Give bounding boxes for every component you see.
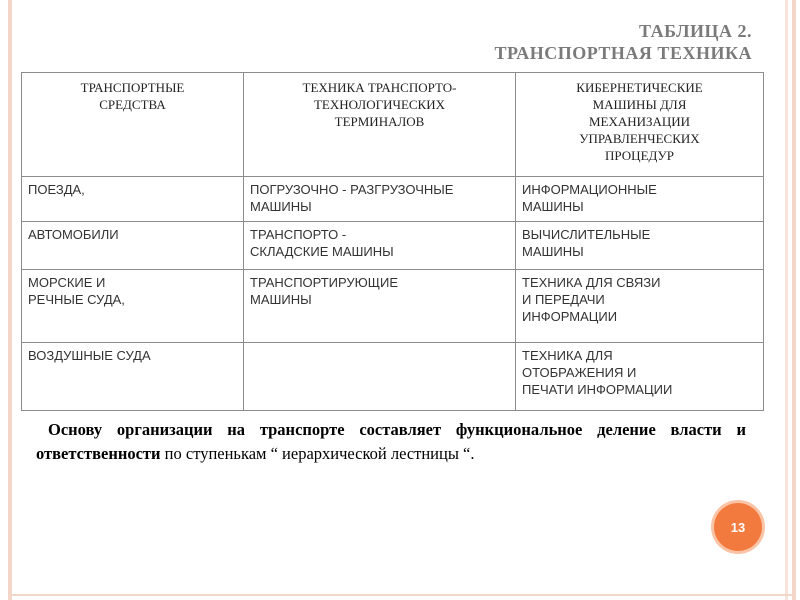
- table-header-cell: [516, 73, 764, 177]
- table-cell: [22, 177, 244, 222]
- cell-text-line: ПОЕЗДА,: [28, 182, 85, 197]
- cell-text-line: ПЕЧАТИ ИНФОРМАЦИИ: [522, 382, 673, 397]
- table-cell: [516, 270, 764, 343]
- cell-text-line: ТЕХНИКА ДЛЯ: [522, 348, 613, 363]
- cell-text-line: ВЫЧИСЛИТЕЛЬНЫЕ: [522, 227, 651, 242]
- table-header-cell: [22, 73, 244, 177]
- table-cell: [22, 270, 244, 343]
- cell-text-line: ТРАНСПОРТНЫЕ: [80, 80, 185, 95]
- cell-text-line: ВОЗДУШНЫЕ СУДА: [28, 348, 151, 363]
- cell-text-line: ТЕХНИКА ТРАНСПОРТО-: [302, 80, 457, 95]
- cell-text-line: РЕЧНЫЕ СУДА,: [28, 292, 125, 307]
- cell-text-line: ТРАНСПОРТО -: [250, 227, 347, 242]
- cell-text-line: СКЛАДСКИЕ МАШИНЫ: [250, 244, 394, 259]
- table-header-row: [22, 73, 764, 177]
- table-row: [22, 177, 764, 222]
- table-cell: [22, 222, 244, 270]
- table-cell: [516, 177, 764, 222]
- table-cell: [22, 343, 244, 411]
- cell-text-line: СРЕДСТВА: [99, 97, 166, 112]
- cell-text-line: МАШИНЫ: [522, 199, 584, 214]
- cell-text-line: УПРАВЛЕНЧЕСКИХ: [579, 131, 700, 146]
- slide-frame-bottom: [8, 594, 796, 596]
- cell-text-line: ТЕХНОЛОГИЧЕСКИХ: [313, 97, 445, 112]
- cell-text-line: МОРСКИЕ И: [28, 275, 106, 290]
- cell-text-line: ОТОБРАЖЕНИЯ И: [522, 365, 637, 380]
- slide-frame-right-inner: [785, 0, 788, 600]
- page-number: 13: [730, 519, 746, 535]
- table-cell: [244, 343, 516, 411]
- cell-text-line: ИНФОРМАЦИОННЫЕ: [522, 182, 657, 197]
- page-number-badge: [714, 503, 762, 551]
- cell-text-line: ТРАНСПОРТИРУЮЩИЕ: [250, 275, 398, 290]
- cell-text-line: ПРОЦЕДУР: [605, 148, 674, 163]
- table-cell: [516, 222, 764, 270]
- cell-text-line: МАШИНЫ: [250, 199, 312, 214]
- slide-frame-right-outer: [792, 0, 796, 600]
- cell-text-line: ТЕХНИКА ДЛЯ СВЯЗИ: [522, 275, 661, 290]
- cell-text-line: МАШИНЫ: [250, 292, 312, 307]
- table-cell: [244, 222, 516, 270]
- cell-text-line: АВТОМОБИЛИ: [28, 227, 119, 242]
- slide-title-line-2: ТРАНСПОРТНАЯ ТЕХНИКА: [494, 43, 752, 63]
- table-row: [22, 270, 764, 343]
- cell-text-line: МЕХАНИЗАЦИИ: [588, 114, 691, 129]
- slide-title-line-1: ТАБЛИЦА 2.: [639, 21, 752, 41]
- cell-text-line: И ПЕРЕДАЧИ: [522, 292, 605, 307]
- slide-frame-left: [8, 0, 12, 600]
- table-row: [22, 343, 764, 411]
- cell-text-line: ТЕРМИНАЛОВ: [334, 114, 425, 129]
- table-cell: [516, 343, 764, 411]
- slide-title: [495, 20, 752, 64]
- cell-text-line: ПОГРУЗОЧНО - РАЗГРУЗОЧНЫЕ: [250, 182, 454, 197]
- cell-text-line: МАШИНЫ: [522, 244, 584, 259]
- body-paragraph-bold: Основу организации на транспорте составляет функциональное деление власти и ответственности: [36, 420, 746, 463]
- cell-text-line: КИБЕРНЕТИЧЕСКИЕ: [576, 80, 703, 95]
- table-row: [22, 222, 764, 270]
- table-cell: [244, 270, 516, 343]
- table-header-cell: [244, 73, 516, 177]
- table-cell: [244, 177, 516, 222]
- body-paragraph: [36, 418, 746, 466]
- transport-table: [21, 72, 764, 411]
- cell-text-line: ИНФОРМАЦИИ: [522, 309, 618, 324]
- cell-text-line: МАШИНЫ ДЛЯ: [592, 97, 687, 112]
- body-paragraph-normal: по ступенькам “ иерархической лестницы “.: [160, 444, 475, 463]
